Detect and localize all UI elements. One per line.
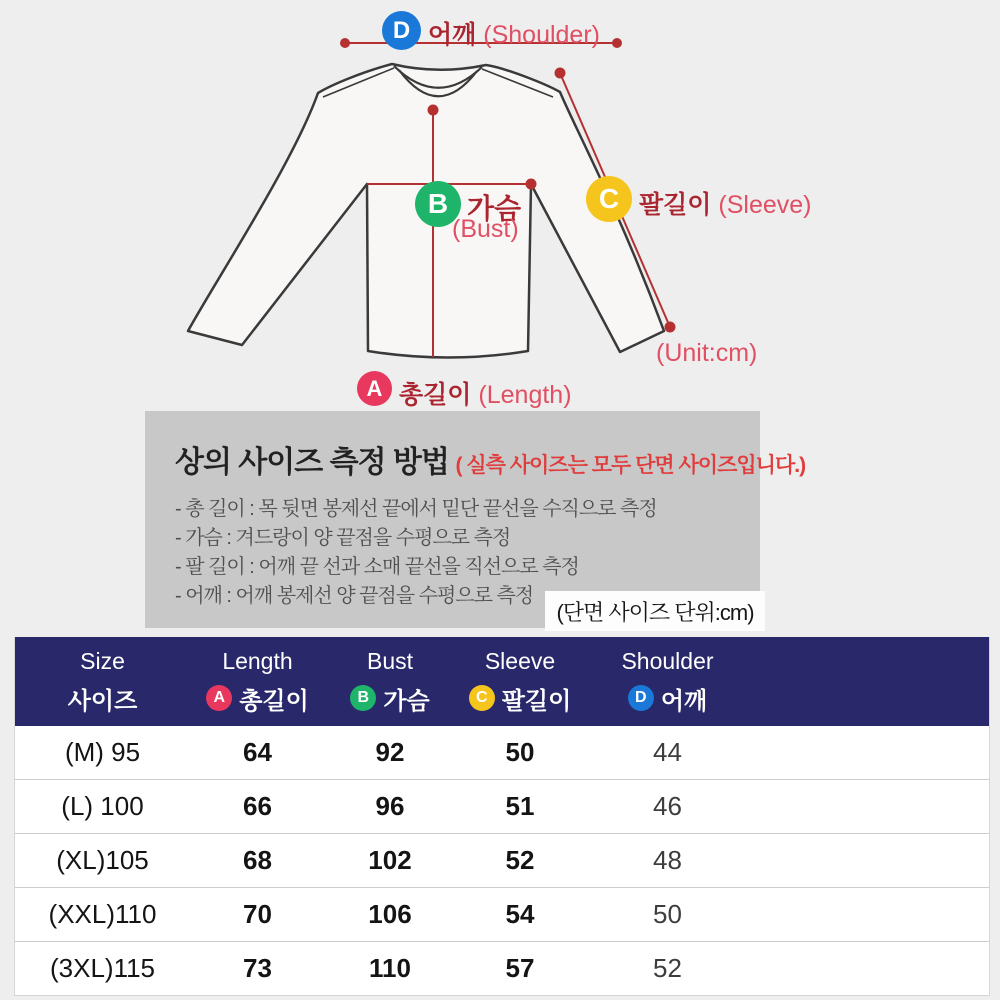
header-size-ko: 사이즈 xyxy=(67,687,138,715)
cell-size: (L) 100 xyxy=(61,791,144,821)
cell-sleeve: 57 xyxy=(505,953,535,983)
instructions-title-note: ( 실측 사이즈는 모두 단면 사이즈입니다.) xyxy=(455,454,806,477)
header-shoulder-en: Shoulder xyxy=(621,647,714,674)
bust-badge-icon: B xyxy=(415,181,461,227)
cell-size: (3XL)115 xyxy=(49,953,156,983)
shoulder-label-ko: 어깨 xyxy=(428,21,477,49)
header-bust-ko: 가슴 xyxy=(383,687,430,715)
unit-footnote: (단면 사이즈 단위:cm) xyxy=(545,591,765,631)
cell-sleeve: 51 xyxy=(505,791,535,821)
cell-length: 66 xyxy=(243,791,272,821)
instruction-item-length: - 총 길이 : 목 뒷면 봉제선 끝에서 밑단 끝선을 수직으로 측정 xyxy=(175,498,657,520)
shirt-measurement-diagram xyxy=(0,0,1000,410)
shoulder-badge-icon: D xyxy=(382,11,421,50)
header-shoulder-ko: 어깨 xyxy=(660,687,708,715)
header-sleeve-badge-icon: C xyxy=(469,685,495,711)
cell-length: 64 xyxy=(243,737,272,767)
length-label xyxy=(399,375,572,411)
header-size-en: Size xyxy=(80,647,125,674)
cell-shoulder: 48 xyxy=(653,845,682,875)
cell-bust: 102 xyxy=(368,845,412,875)
length-label-ko: 총길이 xyxy=(399,381,472,409)
cell-shoulder: 46 xyxy=(653,791,682,821)
size-table xyxy=(14,637,990,996)
bust-line-dot xyxy=(527,180,536,189)
header-size xyxy=(15,648,190,716)
cell-shoulder: 44 xyxy=(653,737,682,767)
cell-size: (XXL)110 xyxy=(48,899,157,929)
header-shoulder-badge-icon: D xyxy=(628,685,654,711)
shoulder-line-dot-right xyxy=(613,39,621,47)
header-length-en: Length xyxy=(222,647,293,674)
instruction-item-shoulder: - 어깨 : 어깨 봉제선 양 끝점을 수평으로 측정 xyxy=(175,585,534,607)
cell-sleeve: 52 xyxy=(505,845,535,875)
header-bust-en: Bust xyxy=(366,647,414,674)
cell-size: (M) 95 xyxy=(64,737,141,767)
shoulder-line-dot-left xyxy=(341,39,349,47)
length-label-en: (Length) xyxy=(478,381,572,409)
sleeve-badge-icon: C xyxy=(586,176,632,222)
cell-sleeve: 50 xyxy=(505,737,535,767)
header-sleeve-en: Sleeve xyxy=(484,647,556,674)
header-length xyxy=(190,648,325,716)
cell-length: 70 xyxy=(243,899,272,929)
bust-label-en: (Bust) xyxy=(452,215,519,243)
instructions-title-line xyxy=(175,437,806,481)
table-row xyxy=(15,834,989,888)
sleeve-line-dot-bottom xyxy=(666,323,675,332)
cell-shoulder: 50 xyxy=(653,899,682,929)
header-length-badge-icon: A xyxy=(206,685,232,711)
cell-length: 73 xyxy=(243,953,272,983)
cell-sleeve: 54 xyxy=(505,899,535,929)
sleeve-label-ko: 팔길이 xyxy=(639,191,712,219)
header-length-ko: 총길이 xyxy=(239,687,309,715)
cell-bust: 92 xyxy=(375,737,405,767)
sleeve-label xyxy=(639,185,812,221)
length-line-dot xyxy=(429,106,438,115)
instructions-title: 상의 사이즈 측정 방법 xyxy=(175,446,449,479)
size-table-header xyxy=(15,637,989,726)
sleeve-line-dot-top xyxy=(556,69,565,78)
cell-bust: 96 xyxy=(375,791,405,821)
header-bust-badge-icon: B xyxy=(350,685,376,711)
shoulder-label xyxy=(428,15,600,51)
shoulder-label-en: (Shoulder) xyxy=(483,21,600,49)
bust-label-ko: 가슴 xyxy=(467,193,522,224)
unit-note: (Unit:cm) xyxy=(656,339,758,367)
table-row xyxy=(15,780,989,834)
header-sleeve xyxy=(455,648,585,716)
table-row xyxy=(15,726,989,780)
table-row xyxy=(15,888,989,942)
cell-size: (XL)105 xyxy=(56,845,149,875)
header-shoulder xyxy=(585,648,750,716)
instruction-item-sleeve: - 팔 길이 : 어깨 끝 선과 소매 끝선을 직선으로 측정 xyxy=(175,556,579,578)
length-badge-icon: A xyxy=(357,371,392,406)
sleeve-label-en: (Sleeve) xyxy=(718,191,812,219)
cell-bust: 110 xyxy=(369,953,411,983)
cell-shoulder: 52 xyxy=(653,953,682,983)
header-bust xyxy=(325,648,455,716)
table-row xyxy=(15,942,989,995)
header-sleeve-ko: 팔길이 xyxy=(501,687,572,715)
cell-length: 68 xyxy=(243,845,272,875)
cell-bust: 106 xyxy=(368,899,412,929)
instruction-item-bust: - 가슴 : 겨드랑이 양 끝점을 수평으로 측정 xyxy=(175,527,511,549)
